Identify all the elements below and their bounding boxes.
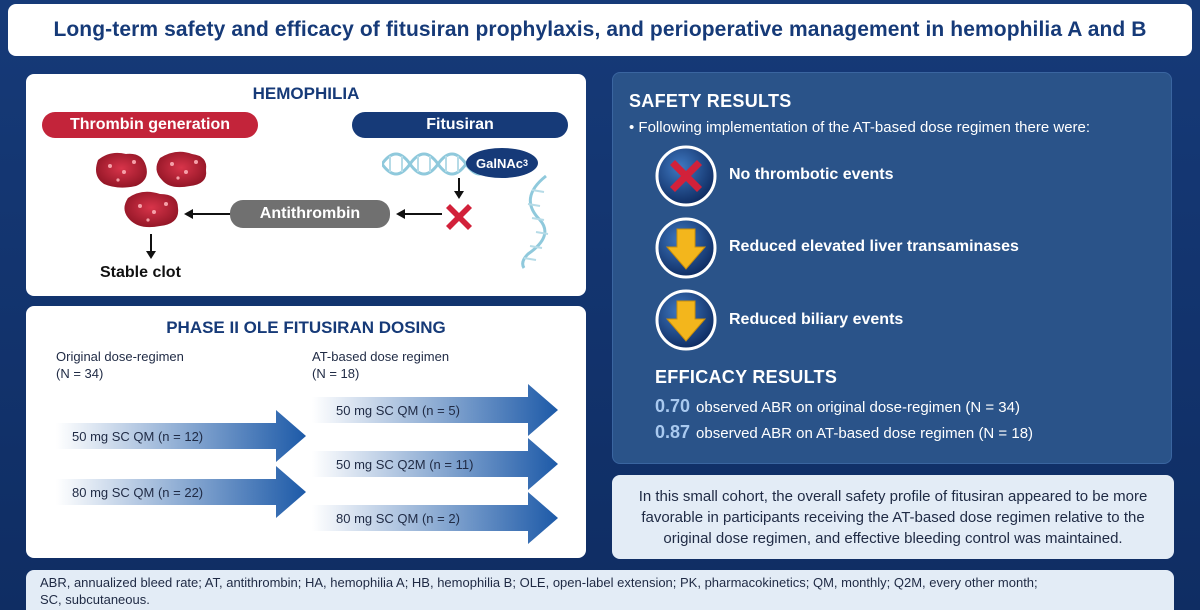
page-title: Long-term safety and efficacy of fitusiran prophylaxis, and perioperative management in hemophilia A and B (53, 18, 1147, 41)
original-regimen-n: (N = 34) (56, 366, 104, 381)
at-regimen-n: (N = 18) (312, 366, 360, 381)
efficacy-value-2: 0.87 (655, 422, 691, 442)
safety-item-3-label: Reduced biliary events (729, 311, 904, 328)
galnac-subscript: 3 (522, 158, 528, 168)
at-arm-2-label: 50 mg SC Q2M (n = 11) (336, 457, 474, 472)
dosing-panel (26, 306, 586, 558)
efficacy-result-1 (655, 396, 1020, 417)
down-arrow-galnac-icon (452, 178, 466, 200)
efficacy-heading: EFFICACY RESULTS (655, 367, 838, 387)
dosing-heading: PHASE II OLE FITUSIRAN DOSING (166, 318, 446, 337)
fitusiran-label: Fitusiran (352, 112, 568, 138)
safety-panel (612, 72, 1172, 464)
rna-strand-icon (514, 174, 554, 270)
left-arrow-antithrombin-icon (184, 207, 230, 221)
at-regimen-title: AT-based dose regimen (312, 349, 450, 364)
stable-clot-label: Stable clot (100, 264, 181, 281)
efficacy-text-2: observed ABR on AT-based dose regimen (N = 18) (696, 425, 1034, 442)
original-arm-2-label: 80 mg SC QM (n = 22) (72, 485, 204, 500)
clot-cells-icon (90, 148, 220, 234)
safety-item-1-label: No thrombotic events (729, 166, 894, 183)
abbreviations-footer (26, 570, 1174, 610)
galnac-label: GalNAc (476, 155, 523, 171)
abbreviations-line-2: SC, subcutaneous. (40, 592, 150, 607)
original-regimen-label (56, 348, 184, 382)
left-arrow-inhibition-icon (396, 207, 442, 221)
original-regimen-title: Original dose-regimen (56, 349, 184, 364)
red-x-icon (655, 145, 717, 207)
down-arrow-icon (655, 289, 717, 351)
efficacy-value-1: 0.70 (655, 396, 691, 416)
safety-item-2-label: Reduced elevated liver transaminases (729, 238, 1019, 255)
down-arrow-clot-icon (144, 234, 158, 260)
hemophilia-heading: HEMOPHILIA (252, 84, 360, 103)
efficacy-result-2 (655, 422, 1033, 443)
at-regimen-label (312, 348, 449, 382)
hemophilia-panel (26, 74, 586, 296)
at-arm-3-label: 80 mg SC QM (n = 2) (336, 511, 460, 526)
efficacy-text-1: observed ABR on original dose-regimen (N = 34) (696, 399, 1020, 416)
at-arm-1-label: 50 mg SC QM (n = 5) (336, 403, 460, 418)
red-x-inhibition-icon (442, 200, 476, 234)
abbreviations-line-1: ABR, annualized bleed rate; AT, antithrombin; HA, hemophilia A; HB, hemophilia B; OLE, open-label extension; PK, pharmacokinetics; QM, monthly; Q2M, every other month; (40, 575, 1038, 590)
safety-heading: SAFETY RESULTS (629, 91, 792, 111)
antithrombin-label: Antithrombin (230, 200, 390, 228)
original-arm-1-label: 50 mg SC QM (n = 12) (72, 429, 204, 444)
safety-intro: • Following implementation of the AT-based dose regimen there were: (629, 119, 1091, 136)
title-bar (8, 4, 1192, 56)
conclusion-text: In this small cohort, the overall safety profile of fitusiran appeared to be more favorable in participants receiving the AT-based dose regimen relative to the original dose regimen, and effective bleeding control was maintained. (638, 487, 1148, 547)
conclusion-box (612, 475, 1174, 559)
down-arrow-icon (655, 217, 717, 279)
thrombin-generation-label: Thrombin generation (42, 112, 258, 138)
